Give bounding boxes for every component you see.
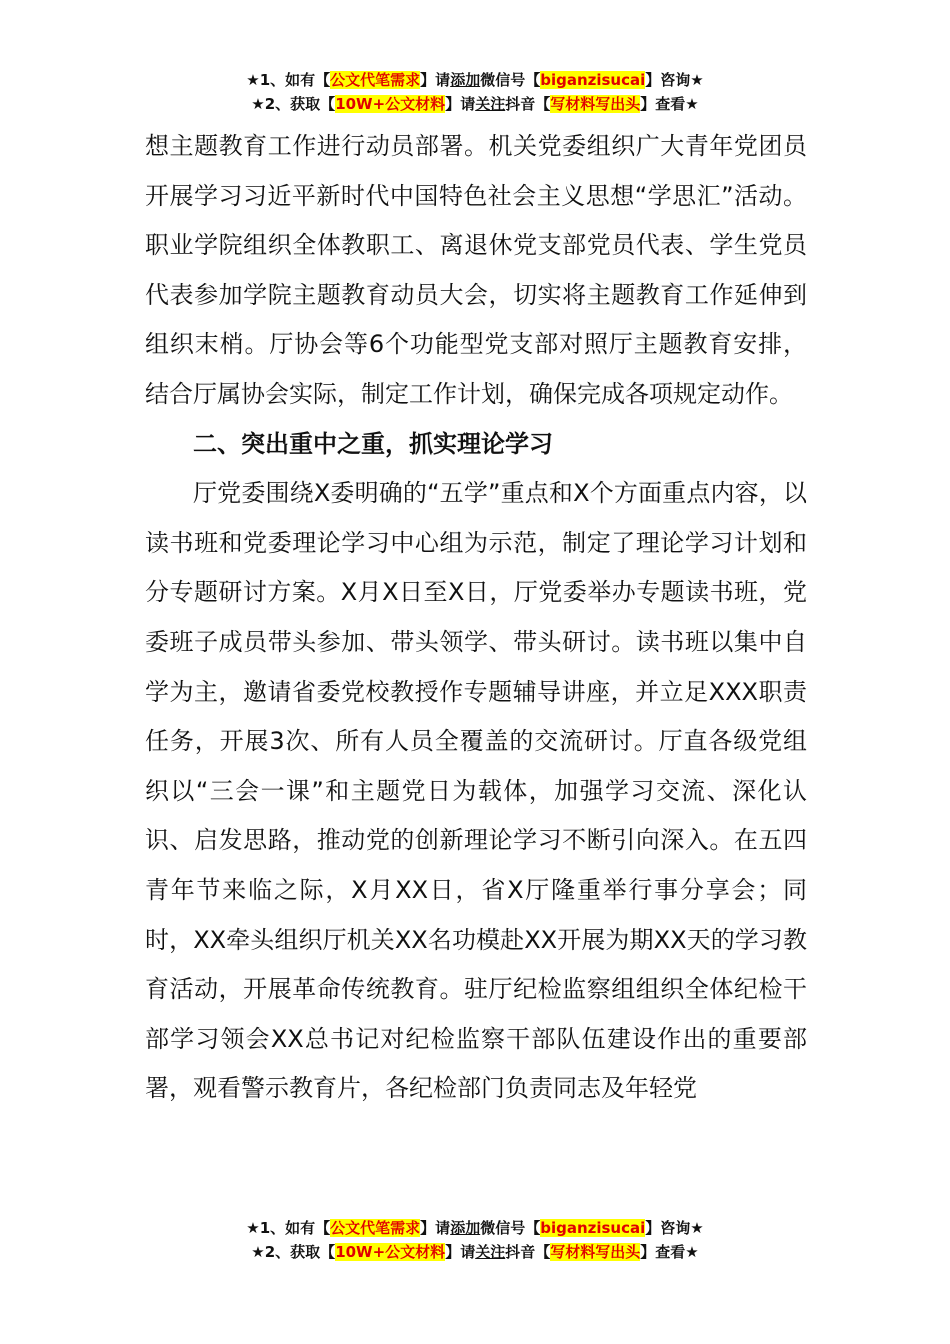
promo-line-1: [0, 68, 950, 92]
promo-text: ★2、获取【: [251, 95, 336, 113]
promo-highlight: 10W+公文材料: [335, 95, 446, 113]
promo-text: ★1、如有【: [246, 71, 331, 89]
promo-douyin-id: 写材料写出头: [550, 1243, 641, 1261]
promo-text: 】请: [445, 1243, 476, 1261]
promo-wechat-id: biganzisucai: [540, 1219, 646, 1237]
promo-text: 】请: [445, 95, 476, 113]
promo-line-2: [0, 1240, 950, 1264]
promo-underline: 添加: [450, 1219, 481, 1237]
promo-text: 微信号【: [480, 71, 541, 89]
promo-text: ★1、如有【: [246, 1219, 331, 1237]
promo-wechat-id: biganzisucai: [540, 71, 646, 89]
promo-douyin-id: 写材料写出头: [550, 95, 641, 113]
promo-text: 】咨询★: [645, 71, 704, 89]
promo-banner-top: [0, 68, 950, 116]
promo-text: 抖音【: [505, 95, 551, 113]
promo-underline: 关注: [475, 95, 506, 113]
promo-text: 】咨询★: [645, 1219, 704, 1237]
promo-text: ★2、获取【: [251, 1243, 336, 1261]
promo-text: 抖音【: [505, 1243, 551, 1261]
promo-text: 】请: [420, 1219, 451, 1237]
promo-text: 微信号【: [480, 1219, 541, 1237]
promo-line-2: [0, 92, 950, 116]
promo-text: 】请: [420, 71, 451, 89]
promo-highlight: 10W+公文材料: [335, 1243, 446, 1261]
promo-underline: 关注: [475, 1243, 506, 1261]
promo-highlight: 公文代笔需求: [330, 71, 421, 89]
promo-banner-bottom: [0, 1216, 950, 1264]
promo-underline: 添加: [450, 71, 481, 89]
paragraph-2: 厅党委围绕X委明确的“五学”重点和X个方面重点内容，以读书班和党委理论学习中心组为示范，制定了理论学习计划和分专题研讨方案。X月X日至X日，厅党委举办专题读书班，党委班子成员带头参加、带头领学、带头研讨。读书班以集中自学为主，邀请省委党校教授作专题辅导讲座，并立足XXX职责任务，开展3次、所有人员全覆盖的交流研讨。厅直各级党组织以“三会一课”和主题党日为载体，加强学习交流、深化认识、启发思路，推动党的创新理论学习不断引向深入。在五四青年节来临之际，X月XX日，省X厅隆重举行事分享会；同时，XX牵头组织厅机关XX名功模赴XX开展为期XX天的学习教育活动，开展革命传统教育。驻厅纪检监察组组织全体纪检干部学习领会XX总书记对纪检监察干部队伍建设作出的重要部署，观看警示教育片，各纪检部门负责同志及年轻党: [145, 479, 807, 1103]
promo-text: 】查看★: [640, 95, 699, 113]
paragraph-1: 想主题教育工作进行动员部署。机关党委组织广大青年党团员开展学习习近平新时代中国特色社会主义思想“学思汇”活动。职业学院组织全体教职工、离退休党支部党员代表、学生党员代表参加学院主题教育动员大会，切实将主题教育工作延伸到组织末梢。厅协会等6个功能型党支部对照厅主题教育安排，结合厅属协会实际，制定工作计划，确保完成各项规定动作。: [145, 132, 807, 408]
promo-highlight: 公文代笔需求: [330, 1219, 421, 1237]
document-body: [145, 122, 807, 1114]
section-heading-2: 二、突出重中之重，抓实理论学习: [193, 429, 553, 458]
promo-line-1: [0, 1216, 950, 1240]
promo-text: 】查看★: [640, 1243, 699, 1261]
